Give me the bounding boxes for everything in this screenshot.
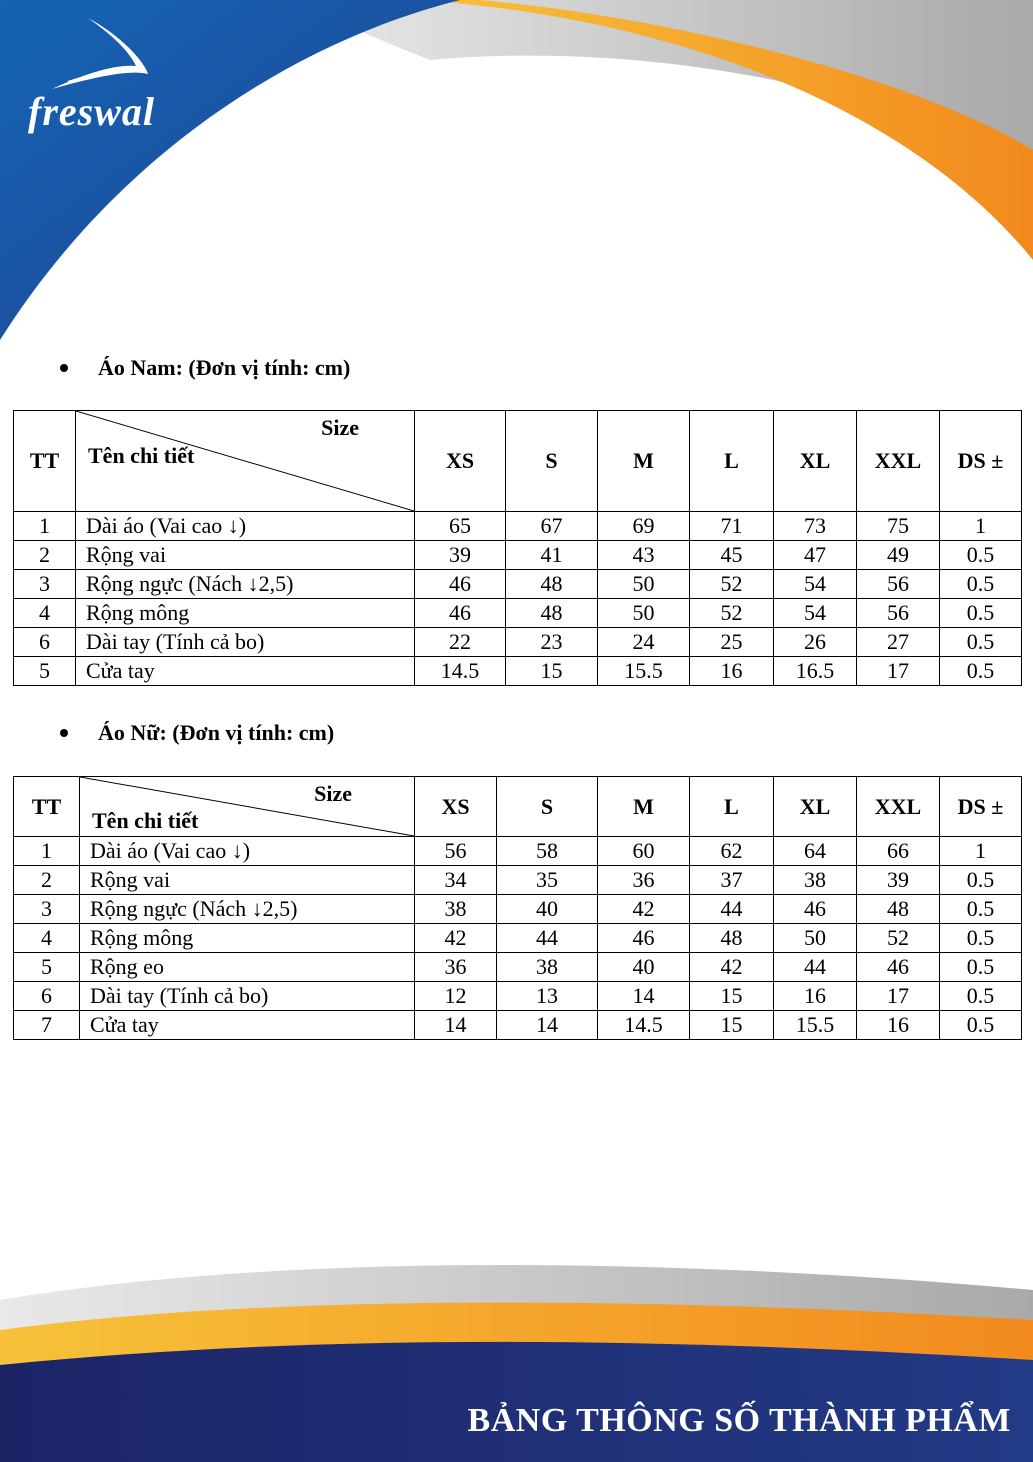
cell-value: 12	[415, 982, 497, 1011]
table-row	[14, 512, 1022, 541]
cell-value: 0.5	[940, 1011, 1022, 1040]
row-number: 5	[14, 953, 80, 982]
tt-header: TT	[14, 777, 80, 837]
cell-value: 22	[415, 628, 506, 657]
cell-value: 69	[598, 512, 690, 541]
detail-name: Rộng eo	[80, 953, 415, 982]
size-xl-header: XL	[774, 411, 857, 512]
cell-value: 54	[774, 599, 857, 628]
detail-name: Rộng vai	[80, 866, 415, 895]
cell-value: 58	[497, 837, 598, 866]
cell-value: 54	[774, 570, 857, 599]
cell-value: 46	[415, 599, 506, 628]
cell-value: 38	[415, 895, 497, 924]
row-number: 6	[14, 982, 80, 1011]
cell-value: 52	[690, 570, 774, 599]
detail-name: Dài tay (Tính cả bo)	[76, 628, 415, 657]
row-number: 6	[14, 628, 76, 657]
cell-value: 56	[857, 599, 940, 628]
detail-name: Dài áo (Vai cao ↓)	[76, 512, 415, 541]
women-section-title: Áo Nữ: (Đơn vị tính: cm)	[60, 720, 334, 746]
row-number: 3	[14, 895, 80, 924]
cell-value: 50	[598, 599, 690, 628]
cell-value: 44	[774, 953, 857, 982]
table-row	[14, 982, 1022, 1011]
cell-value: 16.5	[774, 657, 857, 686]
cell-value: 44	[690, 895, 774, 924]
cell-value: 40	[497, 895, 598, 924]
bullet-icon	[60, 364, 68, 372]
cell-value: 49	[857, 541, 940, 570]
cell-value: 0.5	[940, 924, 1022, 953]
table-row	[14, 570, 1022, 599]
cell-value: 60	[598, 837, 690, 866]
cell-value: 14	[598, 982, 690, 1011]
cell-value: 40	[598, 953, 690, 982]
cell-value: 45	[690, 541, 774, 570]
cell-value: 16	[690, 657, 774, 686]
cell-value: 66	[857, 837, 940, 866]
cell-value: 1	[940, 837, 1022, 866]
cell-value: 62	[690, 837, 774, 866]
table-row	[14, 895, 1022, 924]
cell-value: 50	[598, 570, 690, 599]
size-l-header: L	[690, 411, 774, 512]
size-xs-header: XS	[415, 777, 497, 837]
cell-value: 46	[598, 924, 690, 953]
cell-value: 52	[690, 599, 774, 628]
brand-logo-text: freswal	[28, 89, 155, 134]
cell-value: 48	[506, 599, 598, 628]
cell-value: 14	[497, 1011, 598, 1040]
cell-value: 38	[497, 953, 598, 982]
cell-value: 48	[690, 924, 774, 953]
detail-name: Rộng mông	[80, 924, 415, 953]
detail-name: Rộng vai	[76, 541, 415, 570]
cell-value: 14.5	[598, 1011, 690, 1040]
cell-value: 17	[857, 982, 940, 1011]
detail-name: Dài tay (Tính cả bo)	[80, 982, 415, 1011]
table-row	[14, 924, 1022, 953]
cell-value: 48	[857, 895, 940, 924]
detail-name: Dài áo (Vai cao ↓)	[80, 837, 415, 866]
row-number: 2	[14, 866, 80, 895]
cell-value: 14	[415, 1011, 497, 1040]
cell-value: 23	[506, 628, 598, 657]
cell-value: 56	[857, 570, 940, 599]
cell-value: 64	[774, 837, 857, 866]
table-row	[14, 837, 1022, 866]
detail-name-label: Tên chi tiết	[88, 443, 195, 468]
size-label: Size	[314, 781, 352, 806]
size-s-header: S	[506, 411, 598, 512]
cell-value: 73	[774, 512, 857, 541]
bird-logo-icon	[48, 14, 158, 94]
bullet-icon	[60, 729, 68, 737]
cell-value: 1	[940, 512, 1022, 541]
cell-value: 16	[774, 982, 857, 1011]
cell-value: 15.5	[774, 1011, 857, 1040]
row-number: 1	[14, 837, 80, 866]
cell-value: 0.5	[940, 953, 1022, 982]
tt-header: TT	[14, 411, 76, 512]
size-label: Size	[321, 415, 359, 440]
cell-value: 36	[415, 953, 497, 982]
detail-name: Cửa tay	[80, 1011, 415, 1040]
cell-value: 34	[415, 866, 497, 895]
cell-value: 0.5	[940, 657, 1022, 686]
cell-value: 15	[690, 1011, 774, 1040]
cell-value: 27	[857, 628, 940, 657]
cell-value: 14.5	[415, 657, 506, 686]
detail-name: Cửa tay	[76, 657, 415, 686]
detail-name: Rộng mông	[76, 599, 415, 628]
cell-value: 16	[857, 1011, 940, 1040]
table-row	[14, 866, 1022, 895]
cell-value: 0.5	[940, 628, 1022, 657]
cell-value: 46	[415, 570, 506, 599]
cell-value: 0.5	[940, 866, 1022, 895]
size-xxl-header: XXL	[857, 777, 940, 837]
row-number: 3	[14, 570, 76, 599]
cell-value: 36	[598, 866, 690, 895]
men-section-title: Áo Nam: (Đơn vị tính: cm)	[60, 355, 350, 381]
table-header	[14, 411, 1022, 512]
size-xxl-header: XXL	[857, 411, 940, 512]
cell-value: 37	[690, 866, 774, 895]
men-size-table	[13, 410, 1022, 686]
cell-value: 0.5	[940, 599, 1022, 628]
size-xl-header: XL	[774, 777, 857, 837]
cell-value: 71	[690, 512, 774, 541]
row-number: 5	[14, 657, 76, 686]
cell-value: 67	[506, 512, 598, 541]
table-row	[14, 657, 1022, 686]
cell-value: 52	[857, 924, 940, 953]
cell-value: 17	[857, 657, 940, 686]
cell-value: 46	[857, 953, 940, 982]
table-row	[14, 541, 1022, 570]
table-row	[14, 953, 1022, 982]
cell-value: 65	[415, 512, 506, 541]
detail-name: Rộng ngực (Nách ↓2,5)	[76, 570, 415, 599]
diagonal-header-cell	[76, 411, 415, 512]
cell-value: 0.5	[940, 541, 1022, 570]
cell-value: 43	[598, 541, 690, 570]
cell-value: 24	[598, 628, 690, 657]
cell-value: 56	[415, 837, 497, 866]
cell-value: 15.5	[598, 657, 690, 686]
cell-value: 13	[497, 982, 598, 1011]
cell-value: 15	[690, 982, 774, 1011]
cell-value: 42	[415, 924, 497, 953]
row-number: 4	[14, 924, 80, 953]
size-s-header: S	[497, 777, 598, 837]
cell-value: 0.5	[940, 982, 1022, 1011]
cell-value: 0.5	[940, 570, 1022, 599]
cell-value: 44	[497, 924, 598, 953]
diagonal-header-cell	[80, 777, 415, 837]
cell-value: 48	[506, 570, 598, 599]
size-m-header: M	[598, 411, 690, 512]
table-row	[14, 628, 1022, 657]
cell-value: 42	[598, 895, 690, 924]
table-row	[14, 599, 1022, 628]
size-l-header: L	[690, 777, 774, 837]
cell-value: 35	[497, 866, 598, 895]
cell-value: 39	[857, 866, 940, 895]
cell-value: 15	[506, 657, 598, 686]
cell-value: 50	[774, 924, 857, 953]
row-number: 2	[14, 541, 76, 570]
cell-value: 39	[415, 541, 506, 570]
tolerance-header: DS ±	[940, 411, 1022, 512]
size-xs-header: XS	[415, 411, 506, 512]
cell-value: 47	[774, 541, 857, 570]
row-number: 1	[14, 512, 76, 541]
cell-value: 75	[857, 512, 940, 541]
tolerance-header: DS ±	[940, 777, 1022, 837]
footer-title: BẢNG THÔNG SỐ THÀNH PHẨM	[467, 1402, 1011, 1439]
cell-value: 38	[774, 866, 857, 895]
cell-value: 41	[506, 541, 598, 570]
row-number: 7	[14, 1011, 80, 1040]
detail-name: Rộng ngực (Nách ↓2,5)	[80, 895, 415, 924]
cell-value: 26	[774, 628, 857, 657]
row-number: 4	[14, 599, 76, 628]
women-size-table	[13, 776, 1022, 1040]
cell-value: 25	[690, 628, 774, 657]
cell-value: 0.5	[940, 895, 1022, 924]
size-m-header: M	[598, 777, 690, 837]
table-header	[14, 777, 1022, 837]
cell-value: 46	[774, 895, 857, 924]
table-row	[14, 1011, 1022, 1040]
detail-name-label: Tên chi tiết	[92, 808, 199, 833]
cell-value: 42	[690, 953, 774, 982]
